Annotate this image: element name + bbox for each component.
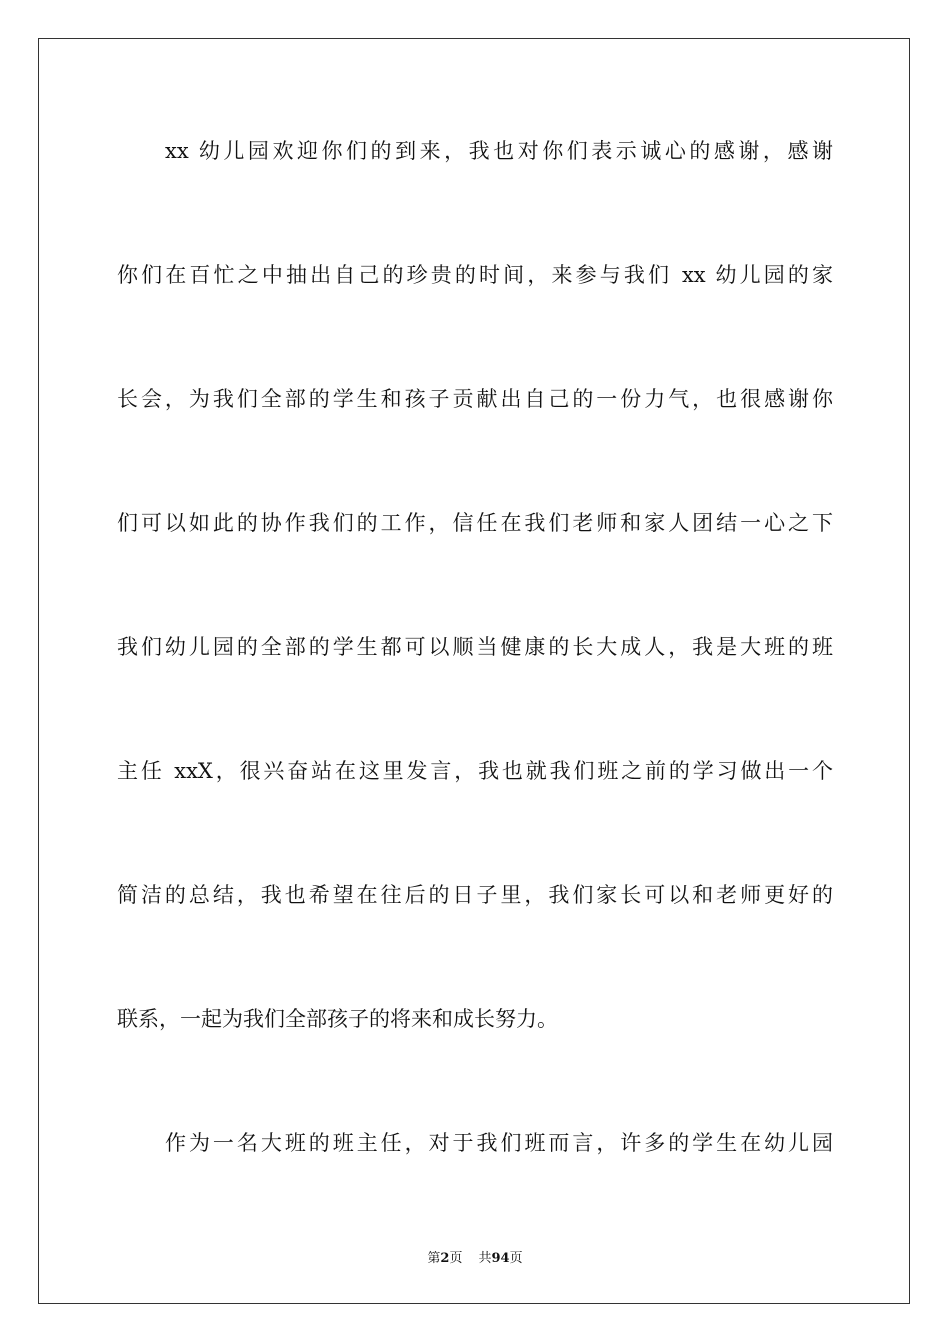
- paragraph-line: 作为一名大班的班主任，对于我们班而言，许多的学生在幼儿园: [165, 1131, 833, 1155]
- total-prefix: 共: [478, 1251, 492, 1266]
- paragraph-line: xx 幼儿园欢迎你们的到来，我也对你们表示诚心的感谢，感谢: [165, 139, 833, 163]
- total-suffix: 页: [509, 1251, 523, 1266]
- page-footer: [0, 1247, 950, 1266]
- document-body: [117, 127, 833, 1243]
- paragraph-line: 你们在百忙之中抽出自己的珍贵的时间，来参与我们 xx 幼儿园的家: [117, 263, 833, 287]
- paragraph-line: 简洁的总结，我也希望在往后的日子里，我们家长可以和老师更好的: [117, 883, 833, 907]
- page-number: 2: [440, 1251, 450, 1266]
- paragraph-line: 主任 xxX，很兴奋站在这里发言，我也就我们班之前的学习做出一个: [117, 759, 833, 783]
- page-suffix: 页: [449, 1251, 463, 1266]
- page-prefix: 第: [427, 1251, 441, 1266]
- total-pages: 94: [491, 1251, 510, 1266]
- paragraph-line: 联系，一起为我们全部孩子的将来和成长努力。: [117, 1007, 558, 1031]
- paragraph-line: 们可以如此的协作我们的工作，信任在我们老师和家人团结一心之下: [117, 511, 833, 535]
- paragraph-line: 长会，为我们全部的学生和孩子贡献出自己的一份力气，也很感谢你: [117, 387, 833, 411]
- paragraph-line: 我们幼儿园的全部的学生都可以顺当健康的长大成人，我是大班的班: [117, 635, 833, 659]
